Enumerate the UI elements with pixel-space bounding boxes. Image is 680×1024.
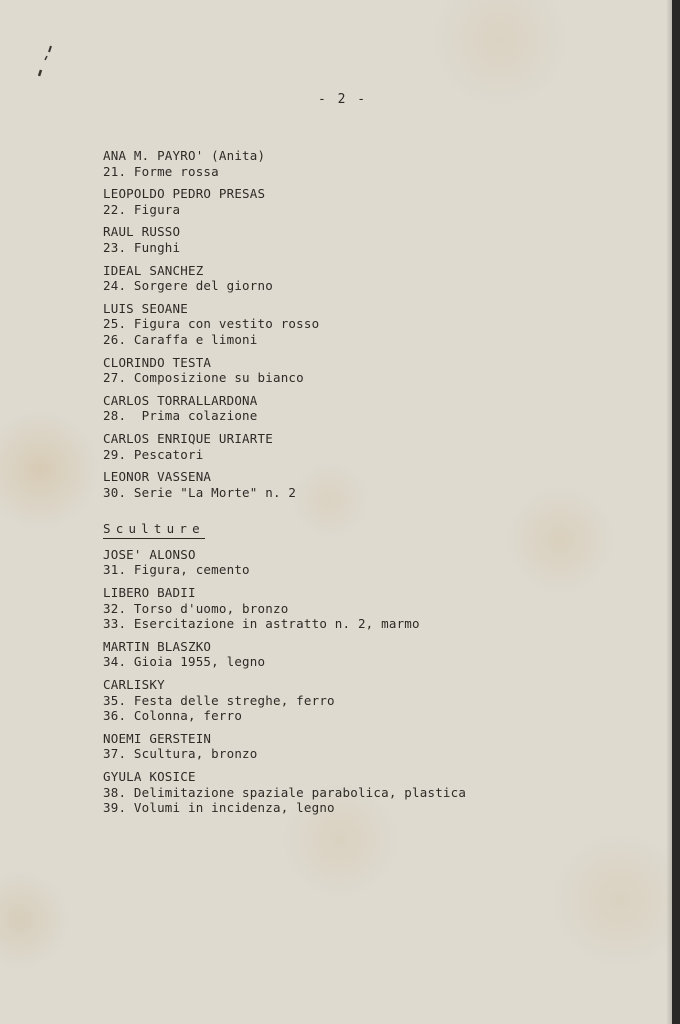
artist-name: MARTIN BLASZKO <box>103 638 212 654</box>
artist-name: JOSE' ALONSO <box>103 546 196 562</box>
work-item: 34. Gioia 1955, legno <box>103 654 266 670</box>
paintings-list <box>103 148 623 500</box>
work-item: 30. Serie "La Morte" n. 2 <box>103 484 297 500</box>
work-item: 27. Composizione su bianco <box>103 370 304 386</box>
staple-hole-marks <box>38 44 54 78</box>
work-item: 21. Forme rossa <box>103 163 219 179</box>
artist-entry <box>103 393 623 424</box>
work-item: 33. Esercitazione in astratto n. 2, marmo <box>103 616 420 632</box>
artist-name: LUIS SEOANE <box>103 300 188 316</box>
artist-name: CLORINDO TESTA <box>103 354 212 370</box>
work-item: 29. Pescatori <box>103 446 204 462</box>
work-item: 31. Figura, cemento <box>103 562 250 578</box>
artist-entry <box>103 677 623 724</box>
artist-name: CARLOS ENRIQUE URIARTE <box>103 430 273 446</box>
work-item: 39. Volumi in incidenza, legno <box>103 800 335 816</box>
artist-entry <box>103 148 623 179</box>
artist-entry <box>103 639 623 670</box>
work-item: 38. Delimitazione spaziale parabolica, plastica <box>103 784 467 800</box>
artist-name: LEONOR VASSENA <box>103 469 212 485</box>
work-item: 26. Caraffa e limoni <box>103 331 258 347</box>
artist-entry <box>103 769 623 816</box>
work-item: 25. Figura con vestito rosso <box>103 316 320 332</box>
artist-name: GYULA KOSICE <box>103 769 196 784</box>
section-heading-sculture: Sculture <box>103 521 205 539</box>
artist-entry <box>103 224 623 255</box>
work-item: 23. Funghi <box>103 239 181 255</box>
catalogue-list <box>103 148 623 823</box>
artist-name: NOEMI GERSTEIN <box>103 730 212 746</box>
work-item: 22. Figura <box>103 201 181 217</box>
artist-name: LEOPOLDO PEDRO PRESAS <box>103 186 266 202</box>
artist-entry <box>103 431 623 462</box>
work-item: 35. Festa delle streghe, ferro <box>103 692 335 708</box>
work-item: 32. Torso d'uomo, bronzo <box>103 600 289 616</box>
artist-entry <box>103 731 623 762</box>
work-item: 36. Colonna, ferro <box>103 708 243 724</box>
work-item: 28. Prima colazione <box>103 408 258 424</box>
artist-entry <box>103 355 623 386</box>
artist-entry <box>103 301 623 348</box>
artist-entry <box>103 547 623 578</box>
work-item: 24. Sorgere del giorno <box>103 278 273 294</box>
artist-entry <box>103 263 623 294</box>
artist-name: RAUL RUSSO <box>103 224 181 240</box>
artist-name: LIBERO BADII <box>103 585 196 601</box>
work-item: 37. Scultura, bronzo <box>103 746 258 762</box>
artist-name: CARLISKY <box>103 677 165 693</box>
artist-name: ANA M. PAYRO' (Anita) <box>103 148 266 163</box>
page-number: - 2 - <box>318 92 368 107</box>
artist-name: CARLOS TORRALLARDONA <box>103 392 258 408</box>
artist-entry <box>103 585 623 632</box>
page-edge-shadow <box>666 0 672 1024</box>
artist-entry <box>103 186 623 217</box>
sculptures-list <box>103 547 623 816</box>
artist-name: IDEAL SANCHEZ <box>103 262 204 278</box>
artist-entry <box>103 469 623 500</box>
